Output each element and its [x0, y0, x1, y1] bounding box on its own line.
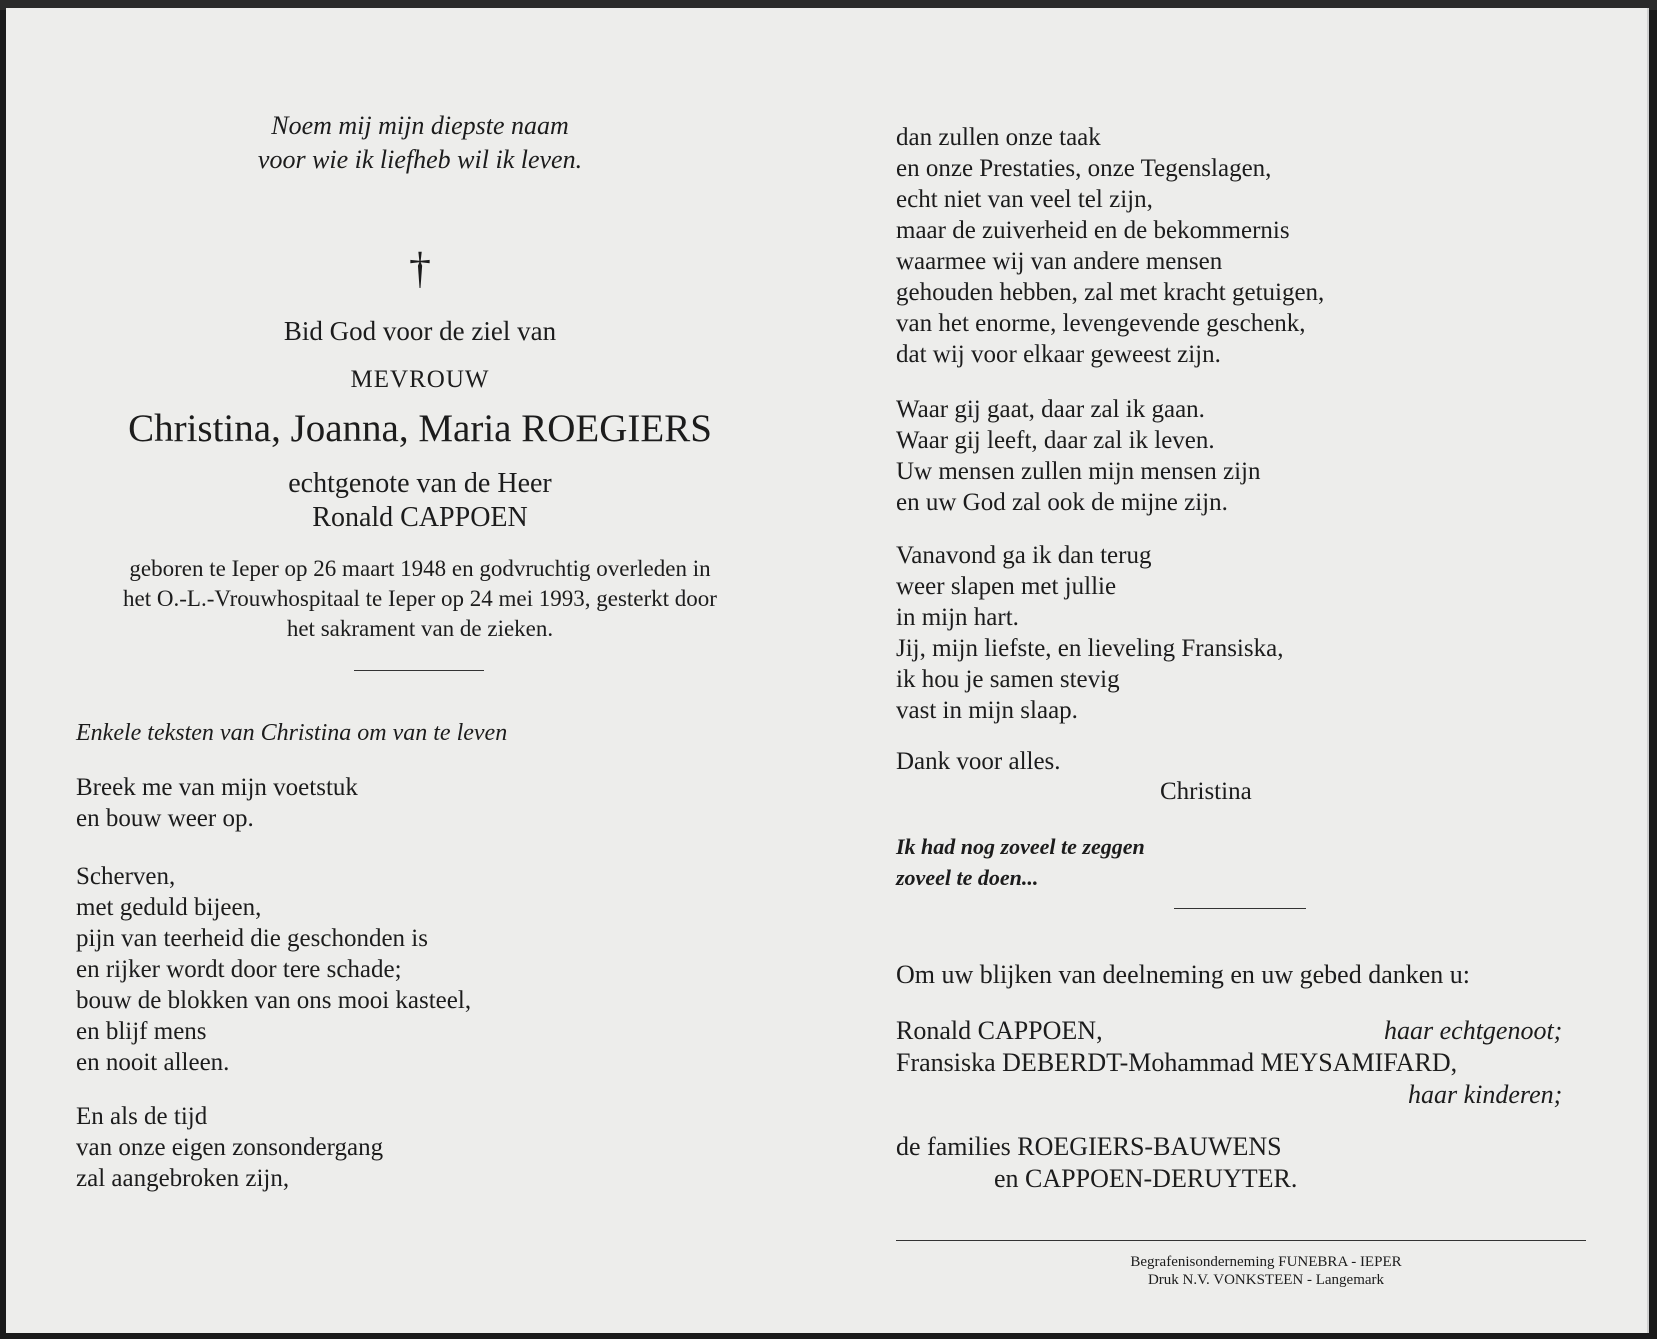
spouse-name: Ronald CAPPOEN: [312, 502, 528, 533]
poem-line: in mijn hart.: [896, 604, 1019, 631]
gratitude-line: Om uw blijken van deelneming en uw gebed danken u:: [896, 960, 1471, 989]
poem-line: ik hou je samen stevig: [896, 666, 1120, 693]
poem-line: maar de zuiverheid en de bekommernis: [896, 217, 1290, 244]
poem-line: dat wij voor elkaar geweest zijn.: [896, 341, 1221, 368]
poem-line: en rijker wordt door tere schade;: [76, 956, 402, 983]
poem-5: [896, 540, 1283, 726]
poem-line: dan zullen onze taak: [896, 124, 1101, 151]
birth-death-line-1: geboren te Ieper op 26 maart 1948 en godvruchtig overleden in: [129, 556, 711, 581]
poem-line: Jij, mijn liefste, en lieveling Fransiska,: [896, 635, 1284, 662]
poem-line: pijn van teerheid die geschonden is: [76, 925, 428, 952]
families-line-2: en CAPPOEN-DERUYTER.: [994, 1164, 1298, 1193]
poem-line: Uw mensen zullen mijn mensen zijn: [896, 458, 1261, 485]
birth-death-line-3: het sakrament van de zieken.: [286, 616, 554, 641]
poem-line: weer slapen met jullie: [896, 573, 1117, 600]
family-2-role: haar kinderen;: [1408, 1080, 1563, 1109]
poem-line: van het enorme, levengevende geschenk,: [896, 310, 1306, 337]
poem-3: [76, 1101, 383, 1194]
texts-heading: Enkele teksten van Christina om van te leven: [76, 720, 508, 746]
poem-line: van onze eigen zonsondergang: [76, 1134, 384, 1161]
spouse-line: echtgenote van de Heer: [288, 468, 552, 499]
poem-line: en uw God zal ook de mijne zijn.: [896, 489, 1228, 516]
poem-line: en bouw weer op.: [76, 805, 254, 832]
cross-icon: †: [409, 244, 431, 293]
birth-death-line-2: het O.-L.-Vrouwhospitaal te Ieper op 24 mei 1993, gesterkt door: [123, 586, 717, 611]
poem-line: Scherven,: [76, 863, 176, 890]
motto-line-1: Noem mij mijn diepste naam: [271, 111, 569, 140]
deceased-name: Christina, Joanna, Maria ROEGIERS: [128, 407, 712, 450]
poem-line: bouw de blokken van ons mooi kasteel,: [76, 987, 472, 1014]
poem-line: echt niet van veel tel zijn,: [896, 186, 1153, 213]
prayer-line: Bid God voor de ziel van: [283, 316, 557, 346]
poem-line: En als de tijd: [76, 1103, 208, 1130]
honorific: MEVROUW: [350, 366, 490, 393]
family-2-name: Fransiska DEBERDT-Mohammad MEYSAMIFARD,: [896, 1048, 1458, 1077]
poem-line: vast in mijn slaap.: [896, 697, 1078, 724]
poem-line: Breek me van mijn voetstuk: [76, 774, 358, 801]
motto-line-2: voor wie ik liefheb wil ik leven.: [257, 145, 583, 174]
bold-line-2: zoveel te doen...: [896, 865, 1039, 890]
poem-1: [76, 772, 358, 834]
poem-4: [896, 394, 1261, 518]
poem-line: en onze Prestaties, onze Tegenslagen,: [896, 155, 1272, 182]
signature: Christina: [1160, 778, 1252, 805]
poem-2: [76, 861, 471, 1078]
poem-line: zal aangebroken zijn,: [76, 1165, 290, 1192]
footer-printer: Druk N.V. VONKSTEEN - Langemark: [1147, 1272, 1385, 1288]
poem-line: met geduld bijeen,: [76, 894, 262, 921]
poem-3-continued: [896, 122, 1324, 370]
poem-line: Waar gij gaat, daar zal ik gaan.: [896, 396, 1205, 423]
poem-line: en blijf mens: [76, 1018, 207, 1045]
memorial-card: [6, 8, 1649, 1333]
divider-right: [1174, 908, 1306, 909]
footer-rule: [896, 1240, 1586, 1241]
family-1-role: haar echtgenoot;: [1384, 1016, 1563, 1045]
family-1-name: Ronald CAPPOEN,: [896, 1016, 1103, 1045]
divider-left: [354, 670, 484, 671]
poem-line: waarmee wij van andere mensen: [896, 248, 1223, 275]
footer-undertaker: Begrafenisonderneming FUNEBRA - IEPER: [1130, 1254, 1402, 1270]
poem-line: Vanavond ga ik dan terug: [896, 542, 1152, 569]
poem-line: en nooit alleen.: [76, 1049, 230, 1076]
poem-line: Waar gij leeft, daar zal ik leven.: [896, 427, 1215, 454]
families-line-1: de families ROEGIERS-BAUWENS: [896, 1132, 1282, 1161]
thanks-line: Dank voor alles.: [896, 748, 1061, 775]
poem-line: gehouden hebben, zal met kracht getuigen,: [896, 279, 1325, 306]
bold-line-1: Ik had nog zoveel te zeggen: [896, 834, 1145, 859]
